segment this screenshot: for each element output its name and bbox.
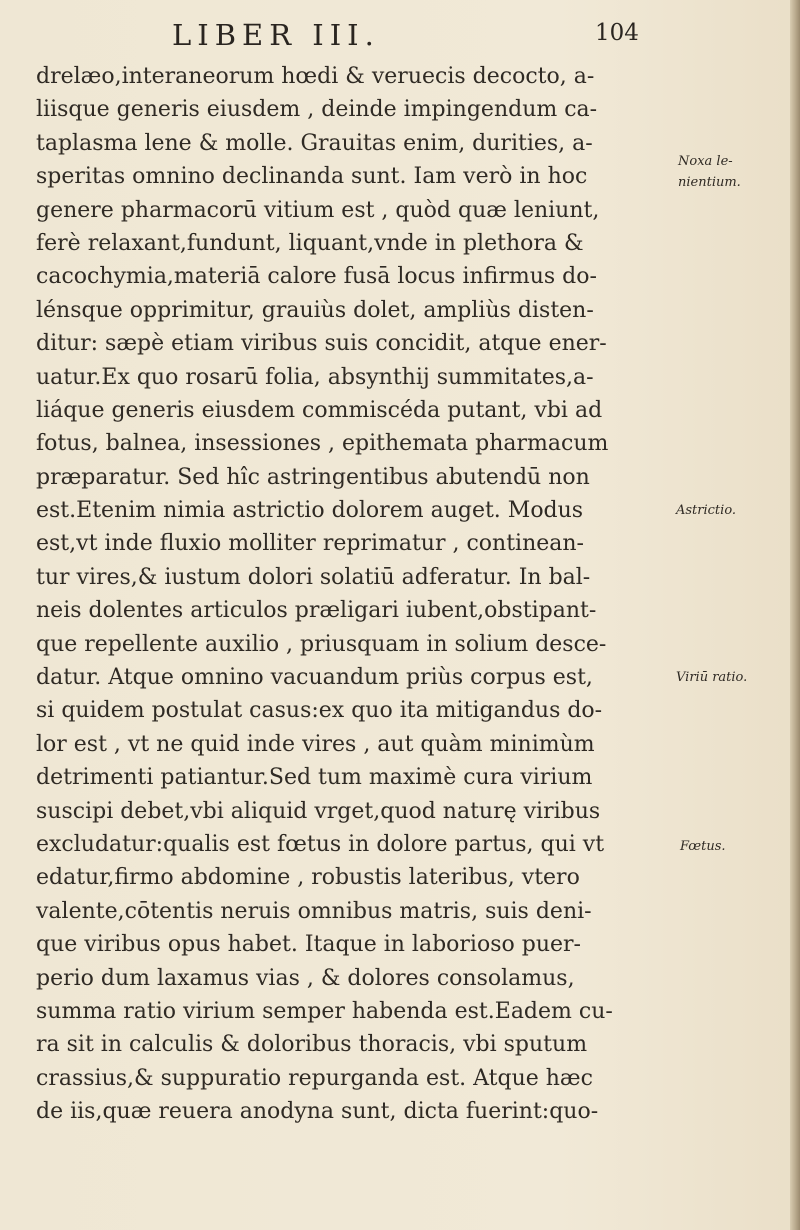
text-line: uatur.Ex quo rosarū folia, absynthij summitates,a- (36, 364, 594, 390)
text-line: de iis,quæ reuera anodyna sunt, dicta fuerint:quo- (36, 1099, 599, 1125)
text-line: valente,cōtentis neruis omnibus matris, suis deni- (36, 898, 592, 924)
text-line: est,vt inde fluxio molliter reprimatur , continean- (36, 531, 584, 557)
text-line: summa ratio virium semper habenda est.Eadem cu- (36, 998, 613, 1024)
text-line: que viribus opus habet. Itaque in laborioso puer- (36, 932, 581, 958)
text-line: suscipi debet,vbi aliquid vrget,quod naturę viribus (36, 798, 601, 824)
text-line: excludatur:qualis est fœtus in dolore partus, qui vt (36, 831, 605, 857)
text-line: ferè relaxant,fundunt, liquant,vnde in plethora & (36, 230, 584, 256)
margin-note-astrictio: Astrictio. (676, 503, 737, 518)
text-line: liáque generis eiusdem commiscéda putant, vbi ad (36, 397, 603, 423)
text-line: lor est , vt ne quid inde vires , aut quàm minimùm (36, 731, 595, 757)
text-line: est.Etenim nimia astrictio dolorem auget. Modus (36, 498, 584, 524)
text-line: lénsque opprimitur, grauiùs dolet, ampliùs disten- (36, 297, 594, 323)
text-line: liisque generis eiusdem , deinde impingendum ca- (36, 97, 598, 123)
text-line: speritas omnino declinanda sunt. Iam verò in hoc (36, 164, 588, 190)
text-line: tur vires,& iustum dolori solatiū adferatur. In bal- (36, 564, 591, 590)
text-line: ditur: sæpè etiam viribus suis concidit, atque ener- (36, 331, 607, 357)
page-edge (790, 0, 800, 1230)
margin-note-virium-ratio: Viriū ratio. (676, 670, 748, 685)
text-line: præparatur. Sed hîc astringentibus abutendū non (36, 464, 590, 490)
text-line: que repellente auxilio , priusquam in solium desce- (36, 631, 607, 657)
margin-note-foetus: Fœtus. (680, 839, 726, 854)
text-line: taplasma lene & molle. Grauitas enim, durities, a- (36, 130, 593, 156)
body-text (36, 60, 658, 1129)
text-line: drelæo,interaneorum hœdi & veruecis decocto, a- (36, 64, 595, 89)
text-line: fotus, balnea, insessiones , epithemata pharmacum (36, 431, 609, 457)
margin-note-noxa: Noxa le- (678, 154, 733, 169)
page-header (0, 18, 800, 58)
text-line: perio dum laxamus vias , & dolores consolamus, (36, 965, 575, 991)
text-line: edatur,firmo abdomine , robustis lateribus, vtero (36, 865, 580, 891)
text-line: detrimenti patiantur.Sed tum maximè cura virium (36, 765, 593, 791)
page-number: 104 (595, 20, 639, 46)
running-head: LIBER III. (172, 18, 380, 52)
text-line: si quidem postulat casus:ex quo ita mitigandus do- (36, 698, 603, 724)
text-line: neis dolentes articulos præligari iubent,obstipant- (36, 598, 597, 624)
text-line: ra sit in calculis & doloribus thoracis, vbi sputum (36, 1032, 588, 1058)
text-line: cacochymia,materiā calore fusā locus infirmus do- (36, 264, 597, 290)
text-line: genere pharmacorū vitium est , quòd quæ leniunt, (36, 197, 600, 223)
text-line: datur. Atque omnino vacuandum priùs corpus est, (36, 665, 593, 691)
margin-note-nientium: nientium. (678, 175, 741, 190)
text-line: crassius,& suppuratio repurganda est. Atque hæc (36, 1065, 593, 1091)
